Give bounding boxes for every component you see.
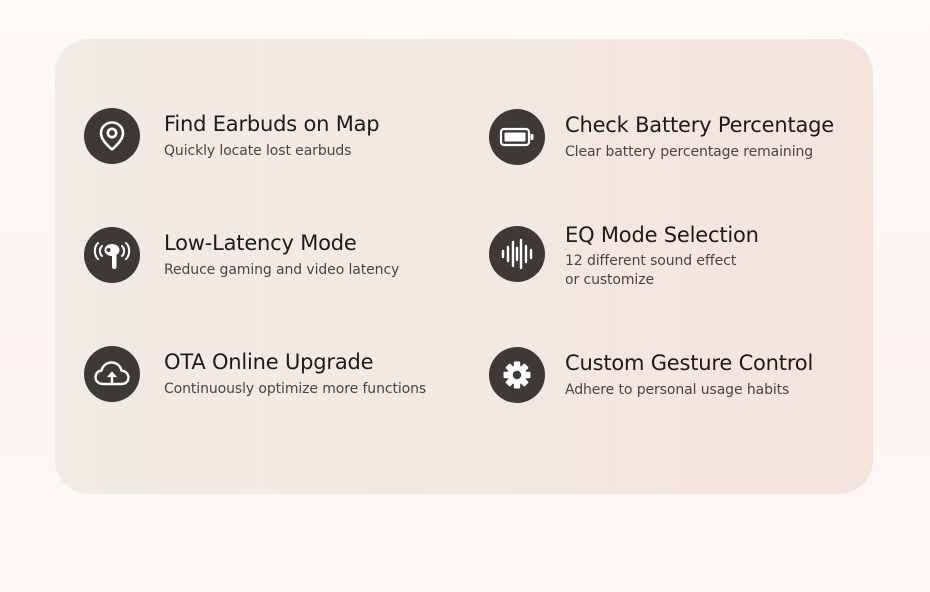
feature-title: Low-Latency Mode xyxy=(164,231,357,255)
gear-icon xyxy=(489,347,545,403)
feature-description-line: or customize xyxy=(565,272,654,288)
feature-description: Continuously optimize more functions xyxy=(164,381,427,397)
feature-ota-upgrade xyxy=(84,346,464,406)
feature-description: Quickly locate lost earbuds xyxy=(164,143,352,159)
feature-low-latency xyxy=(84,227,464,287)
battery-icon xyxy=(489,109,545,165)
feature-description xyxy=(565,252,759,290)
feature-gesture-control xyxy=(489,347,873,407)
feature-battery xyxy=(489,109,873,169)
feature-eq-mode xyxy=(489,223,873,296)
feature-find-earbuds xyxy=(84,108,464,168)
feature-description-line: 12 different sound effect xyxy=(565,253,737,269)
feature-title: Custom Gesture Control xyxy=(565,351,814,375)
feature-description: Adhere to personal usage habits xyxy=(565,382,790,398)
earbud-signal-icon xyxy=(84,227,140,283)
feature-title: EQ Mode Selection xyxy=(565,223,759,247)
feature-description: Reduce gaming and video latency xyxy=(164,262,400,278)
feature-title: Check Battery Percentage xyxy=(565,113,835,137)
features-card xyxy=(55,39,873,494)
feature-title: OTA Online Upgrade xyxy=(164,350,374,374)
sound-wave-icon xyxy=(489,226,545,282)
cloud-upload-icon xyxy=(84,346,140,402)
feature-title: Find Earbuds on Map xyxy=(164,112,380,136)
feature-description: Clear battery percentage remaining xyxy=(565,144,814,160)
map-pin-icon xyxy=(84,108,140,164)
